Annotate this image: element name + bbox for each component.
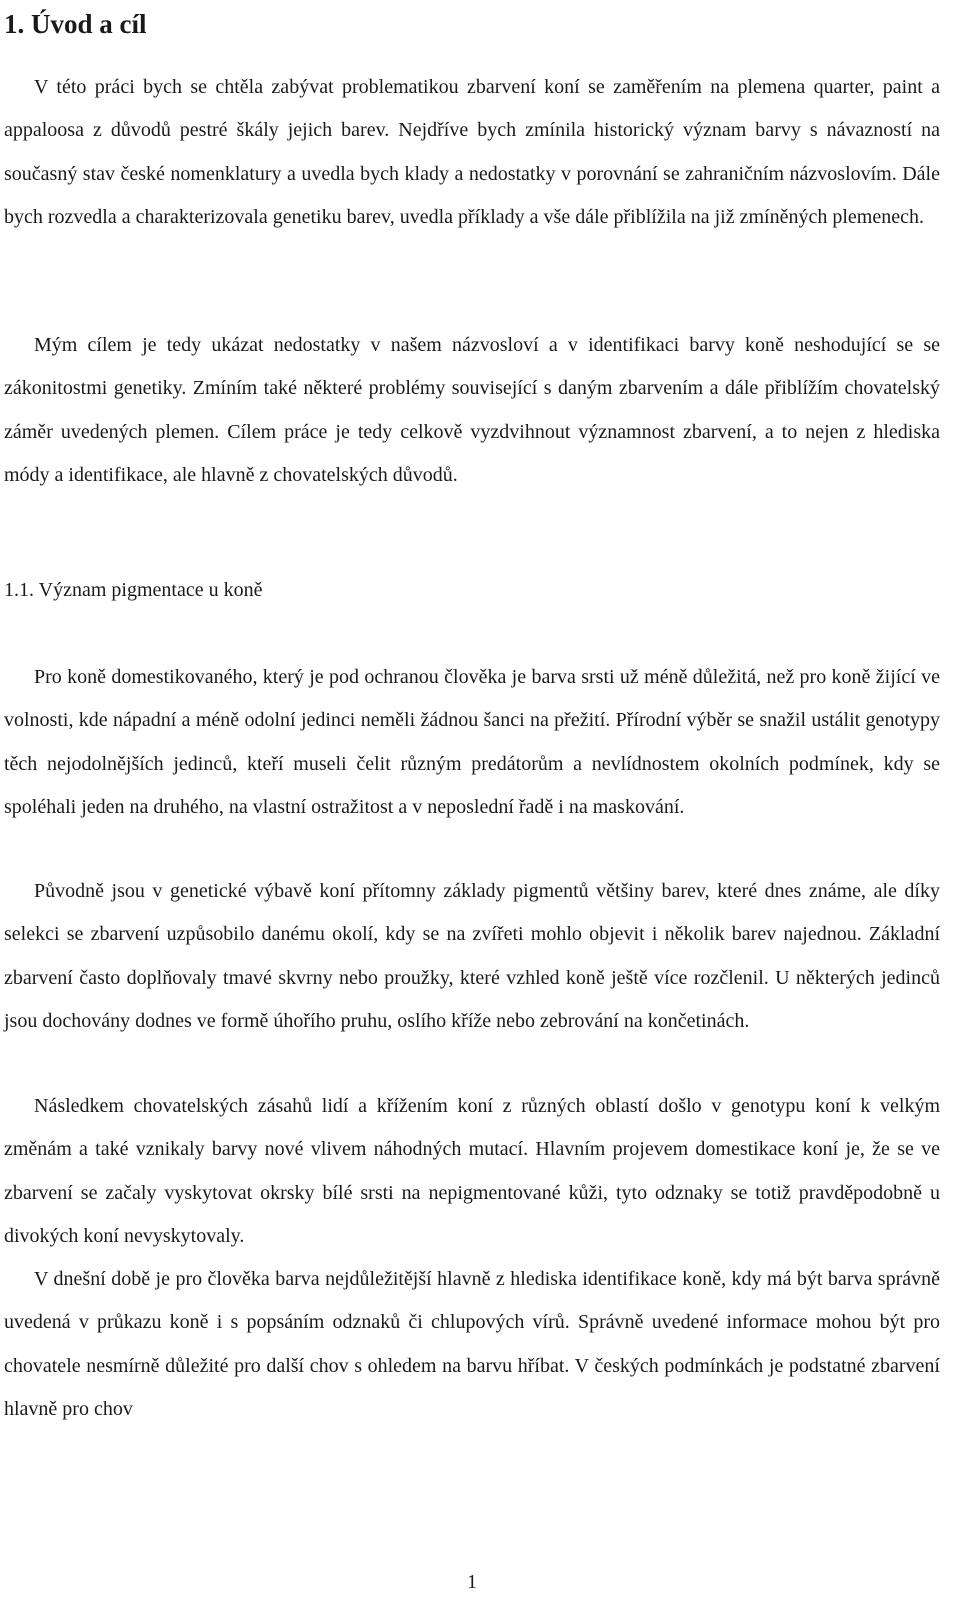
intro-paragraph-2: Mým cílem je tedy ukázat nedostatky v našem názvosloví a v identifikaci barvy koně neshodující se se zákonitostmi genetiky. Zmíním také některé problémy související s daným zbarvením a dále přiblížím chovatelský záměr uvedených plemen. Cílem práce je tedy celkově vyzdvihnout významnost zbarvení, a to nejen z hlediska módy a identifikace, ale hlavně z chovatelských důvodů.	[4, 334, 940, 487]
page-number: 1	[467, 1571, 477, 1593]
section-paragraph-2: Původně jsou v genetické výbavě koní přítomny základy pigmentů většiny barev, které dnes známe, ale díky selekci se zbarvení uzpůsobilo danému okolí, kdy se na zvířeti mohlo objevit i několik barev najednou. Základní zbarvení často doplňovaly tmavé skvrny nebo proužky, které vzhled koně ještě více rozčlenil. U některých jedinců jsou dochovány dodnes ve formě úhořího pruhu, oslího kříže nebo zebrování na končetinách.	[4, 880, 940, 1033]
section-paragraph-3: Následkem chovatelských zásahů lidí a křížením koní z různých oblastí došlo v genotypu koní k velkým změnám a také vznikaly barvy nové vlivem náhodných mutací. Hlavním projevem domestikace koní je, že se ve zbarvení se začaly vyskytovat okrsky bílé srsti na nepigmentované kůži, tyto odznaky se totiž pravděpodobně u divokých koní nevyskytovaly.	[4, 1095, 940, 1248]
intro-paragraph-1: V této práci bych se chtěla zabývat problematikou zbarvení koní se zaměřením na plemena quarter, paint a appaloosa z důvodů pestré škály jejich barev. Nejdříve bych zmínila historický význam barvy s návazností na současný stav české nomenklatury a uvedla bych klady a nedostatky v porovnání se zahraničním názvoslovím. Dále bych rozvedla a charakterizovala genetiku barev, uvedla příklady a vše dále přiblížila na již zmíněných plemenech.	[4, 76, 940, 229]
section-heading: 1.1. Význam pigmentace u koně	[4, 579, 263, 601]
section-paragraph-4: V dnešní době je pro člověka barva nejdůležitější hlavně z hlediska identifikace koně, kdy má být barva správně uvedená v průkazu koně i s popsáním odznaků či chlupových vírů. Správně uvedené informace mohou být pro chovatele nesmírně důležité pro další chov s ohledem na barvu hříbat. V českých podmínkách je podstatné zbarvení hlavně pro chov	[4, 1268, 940, 1421]
section-paragraph-1: Pro koně domestikovaného, který je pod ochranou člověka je barva srsti už méně důležitá, než pro koně žijící ve volnosti, kde nápadní a méně odolní jedinci neměli žádnou šanci na přežití. Přírodní výběr se snažil ustálit genotypy těch nejodolnějších jedinců, kteří museli čelit různým predátorům a nevlídnostem okolních podmínek, kdy se spoléhali jeden na druhého, na vlastní ostražitost a v neposlední řadě i na maskování.	[4, 666, 940, 819]
chapter-heading: 1. Úvod a cíl	[4, 9, 147, 39]
